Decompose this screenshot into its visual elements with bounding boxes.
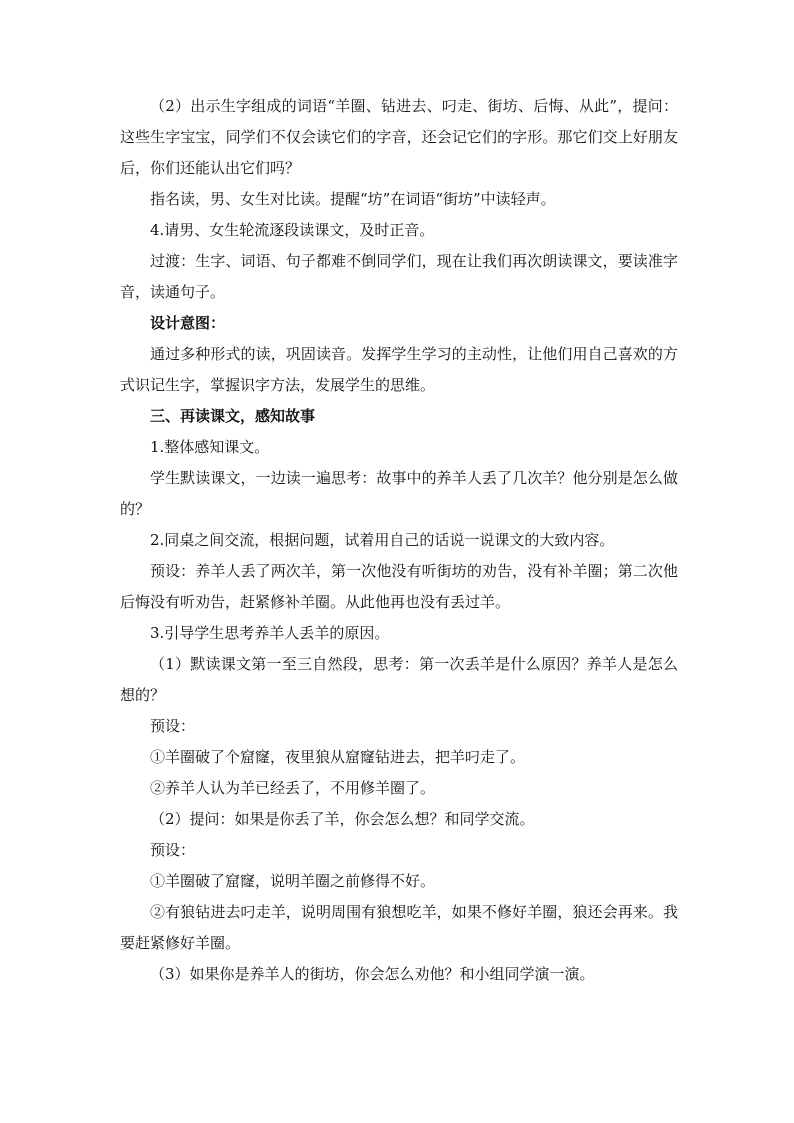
paragraph-silent-reading: 学生默读课文，一边读一遍思考：故事中的养羊人丢了几次羊？他分别是怎么做的？ (120, 469, 678, 518)
heading-design-intent: 设计意图： (150, 314, 226, 332)
section-heading-3: 三、再读课文，感知故事 (150, 407, 316, 425)
paragraph-question-3: （3）如果你是养羊人的街坊，你会怎么劝他？和小组同学演一演。 (150, 965, 595, 983)
paragraph-preset-1b: ②养羊人认为羊已经丢了，不用修羊圈了。 (150, 779, 436, 797)
paragraph-design-intent: 通过多种形式的读，巩固读音。发挥学生学习的主动性，让他们用自己喜欢的方式识记生字，掌握识字方法，发展学生的思维。 (120, 345, 678, 394)
paragraph-reading-practice: 指名读，男、女生对比读。提醒“坊”在词语“街坊”中读轻声。 (150, 190, 556, 208)
paragraph-preset-2b: ②有狼钻进去叼走羊，说明周围有狼想吃羊，如果不修好羊圈，狼还会再来。我要赶紧修好羊圈。 (120, 903, 678, 952)
paragraph-intro-words: （2）出示生字组成的词语“羊圈、钻进去、叼走、街坊、后悔、从此”，提问：这些生字宝宝，同学们不仅会读它们的字音，还会记它们的字形。那它们交上好朋友后，你们还能认出它们吗？ (120, 97, 678, 177)
paragraph-question-1: （1）默读课文第一至三自然段，思考：第一次丢羊是什么原因？养羊人是怎么想的？ (120, 655, 678, 704)
paragraph-step-4: 4.请男、女生轮流逐段读课文，及时正音。 (150, 221, 435, 239)
paragraph-step-2: 2.同桌之间交流，根据问题，试着用自己的话说一说课文的大致内容。 (150, 531, 615, 549)
paragraph-preset-label-2: 预设： (150, 841, 196, 859)
paragraph-transition: 过渡：生字、词语、句子都难不倒同学们，现在让我们再次朗读课文，要读准字音，读通句子。 (120, 252, 678, 301)
paragraph-preset-summary: 预设：养羊人丢了两次羊，第一次他没有听街坊的劝告，没有补羊圈；第二次他后悔没有听劝告，赶紧修补羊圈。从此他再也没有丢过羊。 (120, 562, 678, 611)
paragraph-preset-1a: ①羊圈破了个窟窿，夜里狼从窟窿钻进去，把羊叼走了。 (150, 748, 526, 766)
document-page (120, 91, 678, 990)
paragraph-step-1: 1.整体感知课文。 (150, 438, 270, 456)
paragraph-step-3: 3.引导学生思考养羊人丢羊的原因。 (150, 624, 390, 642)
paragraph-preset-label-1: 预设： (150, 717, 196, 735)
paragraph-preset-2a: ①羊圈破了窟窿，说明羊圈之前修得不好。 (150, 872, 436, 890)
paragraph-question-2: （2）提问：如果是你丢了羊，你会怎么想？和同学交流。 (150, 810, 535, 828)
